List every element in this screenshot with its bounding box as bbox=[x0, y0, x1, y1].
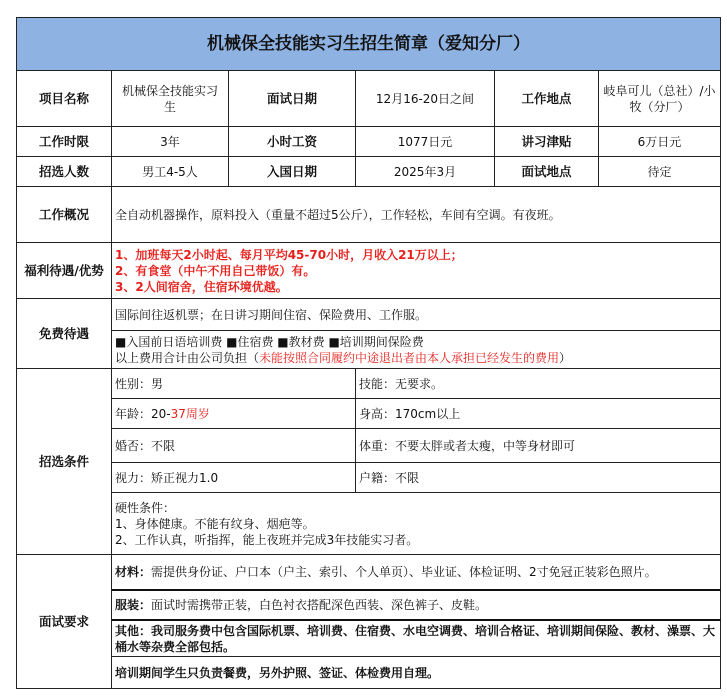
work-overview-label: 工作概况 bbox=[17, 187, 112, 243]
welfare-item: 2、有食堂（中午不用自己带饭）有。 bbox=[115, 263, 316, 278]
interview-date-value: 12月16-20日之间 bbox=[356, 71, 495, 127]
clothing-detail: 面试时需携带正装，白色衬衣搭配深色西装、深色裤子、皮鞋。 bbox=[151, 598, 488, 612]
materials-label: 材料： bbox=[115, 565, 152, 579]
free-benefit-items: ■入国前日语培训费 ■住宿费 ■教材费 ■培训期间保险费 bbox=[115, 334, 424, 349]
recruit-count-label: 招选人数 bbox=[17, 157, 112, 187]
materials-requirement bbox=[112, 555, 721, 591]
cost-note-warning: 未能按照合同履约中途退出者由本人承担已经发生的费用 bbox=[259, 350, 560, 365]
other-requirement bbox=[112, 621, 721, 657]
condition-weight: 体重：不要太胖或者太瘦，中等身材即可 bbox=[356, 429, 721, 463]
interview-date-label: 面试日期 bbox=[229, 71, 356, 127]
hard-condition-line: 硬性条件： bbox=[115, 500, 176, 515]
welfare-item: 1、加班每天2小时起、每月平均45-70小时，月收入21万以上； bbox=[115, 247, 463, 262]
hard-conditions bbox=[112, 493, 721, 555]
condition-age-prefix: 年龄：20- bbox=[115, 406, 171, 421]
entry-date-value: 2025年3月 bbox=[356, 157, 495, 187]
condition-hukou: 户籍：不限 bbox=[356, 463, 721, 493]
free-benefits-label: 免费待遇 bbox=[17, 299, 112, 369]
condition-vision: 视力：矫正视力1.0 bbox=[112, 463, 356, 493]
other-text: 其他：我司服务费中包含国际机票、培训费、住宿费、水电空调费、培训合格证、培训期间保险、教材、澡票、大桶水等杂费全部包括。 bbox=[115, 623, 716, 654]
work-location-label: 工作地点 bbox=[495, 71, 599, 127]
welfare-label: 福利待遇/优势 bbox=[17, 243, 112, 299]
free-benefits-line1: 国际间往返机票；在日讲习期间住宿、保险费用、工作服。 bbox=[112, 299, 721, 331]
welfare-list bbox=[112, 243, 721, 299]
project-name-value: 机械保全技能实习生 bbox=[112, 71, 229, 127]
condition-gender: 性别：男 bbox=[112, 369, 356, 399]
cost-note-suffix: ） bbox=[559, 350, 572, 365]
work-location-value: 岐阜可儿（总社）/小牧（分厂） bbox=[599, 71, 721, 127]
conditions-label: 招选条件 bbox=[17, 369, 112, 555]
training-allowance-label: 讲习津贴 bbox=[495, 127, 599, 157]
sheet-title: 机械保全技能实习生招生简章（爱知分厂） bbox=[17, 18, 721, 71]
interview-requirements-label: 面试要求 bbox=[17, 555, 112, 689]
entry-date-label: 入国日期 bbox=[229, 157, 356, 187]
cost-note bbox=[115, 350, 571, 366]
training-allowance-value: 6万日元 bbox=[599, 127, 721, 157]
materials-detail: 需提供身份证、户口本（户主、索引、个人单页）、毕业证、体检证明、2寸免冠正装彩色照片。 bbox=[151, 565, 657, 579]
condition-age-max: 37周岁 bbox=[170, 406, 210, 421]
interview-place-value: 待定 bbox=[599, 157, 721, 187]
work-overview-text: 全自动机器操作，原料投入（重量不超过5公斤），工作轻松，车间有空调。有夜班。 bbox=[112, 187, 721, 243]
condition-height: 身高：170cm以上 bbox=[356, 399, 721, 429]
student-fee-note: 培训期间学生只负责餐费，另外护照、签证、体检费用自理。 bbox=[112, 657, 721, 689]
welfare-item: 3、2人间宿舍，住宿环境优越。 bbox=[115, 279, 288, 294]
project-name-label: 项目名称 bbox=[17, 71, 112, 127]
hourly-wage-label: 小时工资 bbox=[229, 127, 356, 157]
interview-place-label: 面试地点 bbox=[495, 157, 599, 187]
hourly-wage-value: 1077日元 bbox=[356, 127, 495, 157]
hard-condition-line: 1、身体健康。不能有纹身、烟疤等。 bbox=[115, 516, 315, 531]
cost-note-prefix: 以上费用合计由公司负担（ bbox=[115, 350, 260, 365]
materials-text bbox=[115, 564, 657, 580]
condition-marriage: 婚否：不限 bbox=[112, 429, 356, 463]
free-benefits-details bbox=[112, 331, 721, 369]
hard-condition-line: 2、工作认真，听指挥，能上夜班并完成3年技能实习者。 bbox=[115, 532, 419, 547]
work-term-value: 3年 bbox=[112, 127, 229, 157]
condition-skill: 技能：无要求。 bbox=[356, 369, 721, 399]
work-term-label: 工作时限 bbox=[17, 127, 112, 157]
clothing-requirement bbox=[112, 591, 721, 621]
recruit-count-value: 男工4-5人 bbox=[112, 157, 229, 187]
clothing-label: 服装： bbox=[115, 598, 152, 612]
condition-age bbox=[112, 399, 356, 429]
